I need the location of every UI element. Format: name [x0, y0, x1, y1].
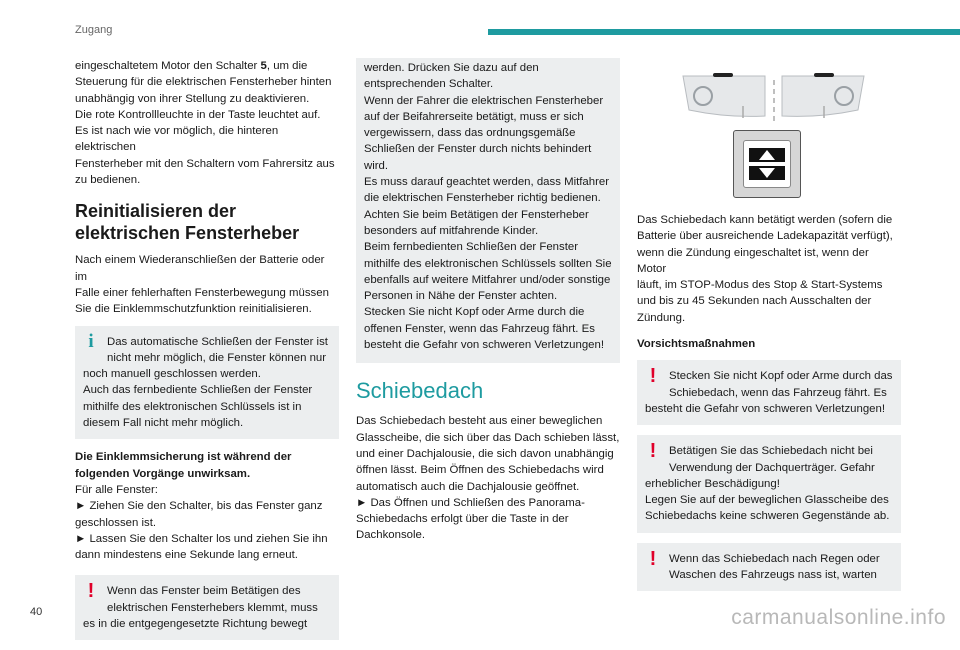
column-1: [75, 58, 339, 650]
header-accent-bar: [488, 29, 960, 35]
text-line: mithilfe des elektronischen Schlüssels sollten Sie: [364, 257, 612, 270]
warning-box-continued: [356, 58, 620, 363]
text-line: wird.: [364, 159, 389, 172]
text-line: Wenn das Fenster beim Betätigen des: [107, 585, 301, 598]
warning-icon: !: [649, 547, 657, 570]
text-line: und einer Dachjalousie, die sich davon unabhängig: [356, 447, 614, 460]
heading-line: elektrischen Fensterheber: [75, 223, 300, 244]
info-icon: i: [88, 330, 94, 352]
text-line: läuft, im STOP-Modus des Stop & Start-Systems: [637, 279, 883, 292]
text-line: und bis zu 45 Sekunden nach Ausschalten der: [637, 295, 872, 308]
text-line: noch manuell geschlossen werden.: [83, 368, 261, 381]
column-2: [356, 58, 620, 544]
text-line: folgenden Vorgänge unwirksam.: [75, 467, 251, 480]
heading-line: Reinitialisieren der: [75, 201, 237, 222]
text-line: besteht die Gefahr von schweren Verletzungen!: [364, 339, 604, 352]
text-line: elektrischen Fensterhebers klemmt, muss: [107, 601, 318, 614]
text-line: Die rote Kontrollleuchte in der Taste leuchtet auf.: [75, 108, 321, 121]
step-item: ► Das Öffnen und Schließen des Panorama-: [356, 496, 585, 509]
warning-box: [637, 543, 901, 592]
text-line: Achten Sie beim Betätigen der Fensterheber: [364, 208, 589, 221]
column-3: [637, 58, 901, 601]
text-line: Schiebedachs keine schweren Gegenstände ab.: [645, 510, 890, 523]
roof-switch-arrows-icon: [744, 141, 790, 187]
info-box: [75, 326, 339, 440]
text-line: Schließen der Fenster durch nichts behindert: [364, 143, 592, 156]
text-line: Es ist nach wie vor möglich, die hinteren elektrischen: [75, 125, 279, 154]
text-line: Batterie über ausreichende Ladekapazität verfügt),: [637, 230, 893, 243]
text-line: Wenn der Fahrer die elektrischen Fensterheber: [364, 94, 604, 107]
text-line: Personen in Nähe der Fenster achten.: [364, 290, 558, 303]
text-line: Sie die Einklemmschutzfunktion reinitialisieren.: [75, 303, 312, 316]
warning-box: [637, 360, 901, 425]
text-line: mithilfe des elektronischen Schlüssels ist in: [83, 400, 302, 413]
text-line: automatisch auch die Dachjalousie geöffnet.: [356, 480, 580, 493]
text-line: vergewissern, dass das ordnungsgemäße: [364, 127, 576, 140]
warning-icon: !: [87, 580, 95, 603]
text-line: Stecken Sie nicht Kopf oder Arme durch das: [669, 370, 893, 383]
warning-box: [637, 435, 901, 532]
step-item: ► Lassen Sie den Schalter los und ziehen Sie ihn: [75, 532, 328, 545]
text-line: Zündung.: [637, 311, 686, 324]
text-line: Die Einklemmsicherung ist während der: [75, 451, 292, 464]
text-line: Das automatische Schließen der Fenster ist: [107, 335, 328, 348]
text-line: Dachkonsole.: [356, 529, 426, 542]
text-line: die elektrischen Fensterheber richtig bedienen.: [364, 192, 601, 205]
text-line: Schiebedach, wenn das Fahrzeug fährt. Es: [669, 386, 887, 399]
text-line: Legen Sie auf der beweglichen Glasscheibe des: [645, 494, 889, 507]
text-line: Wenn das Schiebedach nach Regen oder: [669, 552, 880, 565]
section-heading-sunroof: Schiebedach: [356, 378, 484, 404]
steps-list: [75, 482, 339, 563]
steering-wheel-icon: [637, 66, 901, 138]
text-line: Stecken Sie nicht Kopf oder Arme durch die: [364, 306, 585, 319]
text-line: Waschen des Fahrzeugs nass ist, warten: [669, 569, 877, 582]
section-heading-reinit: [75, 200, 339, 244]
text-line: eingeschaltetem Motor den Schalter 5, um die: [75, 60, 308, 72]
text-line: unabhängig von ihrer Stellung zu deaktivieren.: [75, 92, 310, 105]
sunroof-conditions-paragraph: [637, 212, 901, 326]
text-line: Steuerung für die elektrischen Fensterheber hinten: [75, 76, 332, 89]
text-line: geschlossen ist.: [75, 516, 157, 529]
reinit-paragraph: [75, 252, 339, 317]
text-line: es in die entgegengesetzte Richtung bewegt: [83, 618, 308, 631]
text-line: diesem Fall nicht mehr möglich.: [83, 417, 244, 430]
text-line: nicht mehr möglich, die Fenster können nur: [107, 351, 327, 364]
text-line: Verwendung der Dachquerträger. Gefahr: [669, 461, 875, 474]
text-line: Fensterheber mit den Schaltern vom Fahrersitz aus: [75, 157, 335, 170]
text-line: offenen Fenster, wenn das Fahrzeug fährt. Es: [364, 322, 595, 335]
text-line: Glasscheibe, die sich über das Dach schieben lässt,: [356, 431, 620, 444]
text-line: zu bedienen.: [75, 174, 141, 187]
text-line: Schiebedachs erfolgt über die Taste in der: [356, 513, 569, 526]
text-line: Betätigen Sie das Schiebedach nicht bei: [669, 445, 873, 458]
text-line: öffnen lässt. Beim Öffnen des Schiebedachs wird: [356, 464, 604, 477]
step-item: ► Ziehen Sie den Schalter, bis das Fenster ganz: [75, 500, 323, 513]
text-line: besonders auf mitfahrende Kinder.: [364, 224, 539, 237]
text-line: Nach einem Wiederanschließen der Batterie oder im: [75, 254, 325, 283]
text-line: Das Schiebedach kann betätigt werden (sofern die: [637, 214, 893, 226]
bold-note: [75, 449, 339, 482]
text-line: besteht die Gefahr von schweren Verletzungen!: [645, 402, 885, 415]
sunroof-figure: [637, 58, 901, 208]
text-line: ebenfalls auf weitere Mitfahrer und/oder sonstige: [364, 273, 611, 286]
roof-switch-icon: [733, 130, 801, 198]
text-line: Beim fernbedienten Schließen der Fenster: [364, 241, 579, 254]
text-line: erheblicher Beschädigung!: [645, 477, 780, 490]
watermark: carmanualsonline.info: [731, 606, 946, 629]
text-line: Das Schiebedach besteht aus einer beweglichen: [356, 415, 603, 428]
warning-icon: !: [649, 365, 657, 388]
warning-box: [75, 575, 339, 640]
text-line: auf der Beifahrerseite betätigt, muss er sich: [364, 110, 584, 123]
text-line: wenn die Zündung eingeschaltet ist, wenn der Motor: [637, 246, 869, 275]
intro-paragraph: [75, 58, 339, 188]
text-line: Falle einer fehlerhaften Fensterbewegung müssen: [75, 286, 329, 299]
sunroof-paragraph: [356, 413, 620, 543]
page-number: 40: [30, 606, 43, 618]
text-line: dann mindestens eine Sekunde lang erneut.: [75, 549, 298, 562]
text-line: Auch das fernbediente Schließen der Fenster: [83, 384, 313, 397]
text-line: werden. Drücken Sie dazu auf den: [364, 62, 539, 74]
text-line: entsprechenden Schalter.: [364, 78, 494, 91]
precautions-heading: Vorsichtsmaßnahmen: [637, 338, 756, 351]
switch-number: 5: [260, 60, 267, 72]
warning-icon: !: [649, 440, 657, 463]
text-line: Es muss darauf geachtet werden, dass Mitfahrer: [364, 176, 610, 189]
text-line: Für alle Fenster:: [75, 483, 158, 496]
section-header: Zugang: [75, 24, 113, 36]
